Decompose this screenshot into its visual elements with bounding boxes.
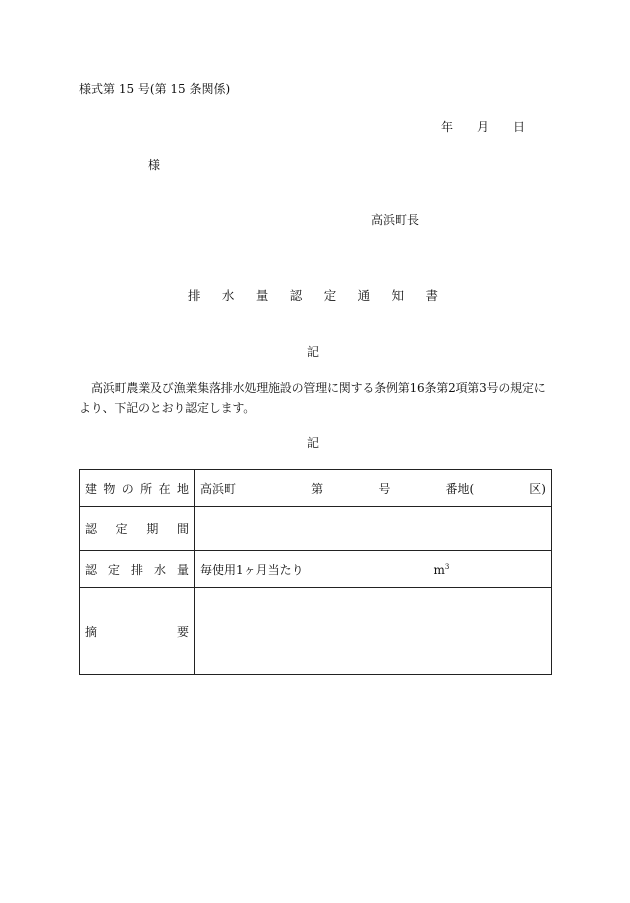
address-town: 高浜町 xyxy=(200,481,237,496)
label-certified-drainage-volume xyxy=(80,551,195,588)
date-day-label: 日 xyxy=(513,120,526,134)
value-remarks[interactable] xyxy=(195,588,552,675)
certification-table xyxy=(79,469,552,675)
address-dai: 第 xyxy=(311,481,324,496)
table-row-remarks xyxy=(80,588,552,675)
issuer-name: 高浜町長 xyxy=(371,213,420,227)
form-number: 様式第 15 号(第 15 条関係) xyxy=(79,82,231,96)
label-building-location xyxy=(80,470,195,507)
label-char: 地 xyxy=(176,481,189,496)
title-char: 書 xyxy=(425,288,438,303)
label-char: の xyxy=(121,481,134,496)
volume-unit xyxy=(433,563,449,577)
ki-heading-1: 記 xyxy=(307,345,320,359)
label-char: 排 xyxy=(130,562,143,577)
unit-sup: 3 xyxy=(444,562,450,571)
label-char: 期 xyxy=(146,522,159,536)
address-ku: 区) xyxy=(529,481,546,496)
title-char: 知 xyxy=(391,288,405,303)
label-char: 認 xyxy=(85,522,98,536)
volume-per-month-text: 毎使用1ヶ月当たり xyxy=(200,562,304,577)
date-year-label: 年 xyxy=(441,120,454,134)
label-remarks xyxy=(80,588,195,675)
addressee-suffix: 様 xyxy=(148,158,161,172)
title-char: 定 xyxy=(323,288,337,303)
title-char: 排 xyxy=(188,288,201,303)
label-char: 量 xyxy=(176,562,189,577)
label-char: 物 xyxy=(103,481,116,496)
label-certification-period xyxy=(80,507,195,551)
ki-heading-2: 記 xyxy=(307,436,320,450)
title-char: 認 xyxy=(289,288,303,303)
table-row-volume xyxy=(80,551,552,588)
table-row-location xyxy=(80,470,552,507)
address-go: 号 xyxy=(378,481,391,496)
body-text: 高浜町農業及び漁業集落排水処理施設の管理に関する条例第16条第2項第3号の規定により、下記のとおり認定します。 xyxy=(79,381,546,415)
label-char: 間 xyxy=(176,522,189,536)
address-banchi: 番地( xyxy=(445,481,475,496)
label-char: 定 xyxy=(115,522,128,536)
label-char: 要 xyxy=(176,624,189,639)
value-certification-period[interactable] xyxy=(195,507,552,551)
date-month-label: 月 xyxy=(477,120,490,134)
label-char: 在 xyxy=(158,481,171,496)
label-char: 認 xyxy=(85,562,98,577)
label-char: 定 xyxy=(107,562,120,577)
label-char: 水 xyxy=(153,562,166,577)
title-char: 量 xyxy=(255,288,269,303)
title-char: 通 xyxy=(357,288,371,303)
value-certified-drainage-volume[interactable] xyxy=(195,551,552,588)
document-title xyxy=(188,286,438,304)
unit-m: m xyxy=(433,562,445,577)
table-row-period xyxy=(80,507,552,551)
title-char: 水 xyxy=(221,288,235,303)
label-char: 建 xyxy=(85,481,98,496)
label-char: 所 xyxy=(140,481,153,496)
value-building-location[interactable] xyxy=(195,470,552,507)
label-char: 摘 xyxy=(85,624,98,639)
date-line xyxy=(441,118,525,135)
